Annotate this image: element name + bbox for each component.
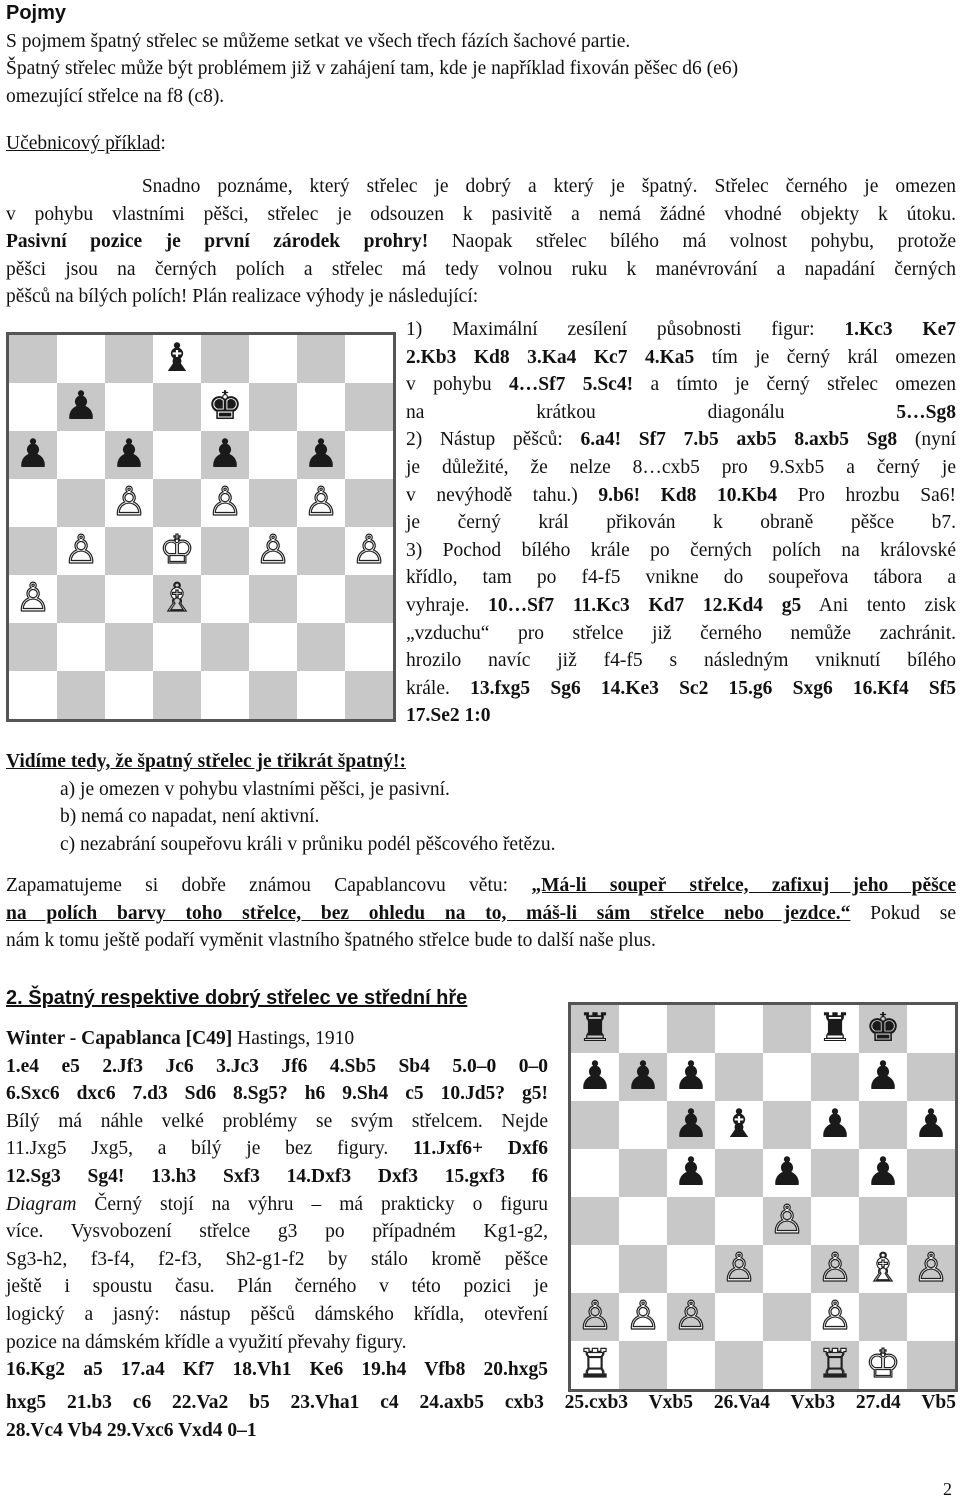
square-c7 <box>105 383 153 431</box>
square-e5 <box>201 479 249 527</box>
section2-heading: 2. Špatný respektive dobrý střelec ve střední hře <box>6 987 468 1009</box>
square-d8 <box>715 1005 763 1053</box>
square-a5 <box>571 1149 619 1197</box>
black-piece-icon: ♟ <box>207 431 243 478</box>
black-piece-icon: ♟ <box>673 1101 709 1148</box>
square-f5 <box>249 479 297 527</box>
square-c8 <box>105 335 153 383</box>
white-piece-icon: ♙ <box>303 479 339 526</box>
white-piece-icon: ♙ <box>577 1293 613 1340</box>
game-event: Hastings, 1910 <box>232 1028 355 1049</box>
black-piece-icon: ♟ <box>577 1053 613 1100</box>
square-f8 <box>249 335 297 383</box>
square-d4 <box>153 527 201 575</box>
comment-text: Černý stojí na výhru – má prakticky o figuru <box>76 1193 548 1215</box>
summary-heading: Vidíme tedy, že špatný střelec je třikrát špatný!: <box>6 751 407 772</box>
moves: 16.Kg2 a5 17.a4 Kf7 18.Vh1 Ke6 19.h4 Vfb8 20.hxg5 <box>6 1359 548 1381</box>
plan-line <box>406 426 956 454</box>
plan-line <box>406 399 956 427</box>
square-f5 <box>811 1149 859 1197</box>
square-h8 <box>907 1005 955 1053</box>
plan-moves: 6.a4! Sf7 7.b5 axb5 8.axb5 Sg8 <box>580 429 898 451</box>
square-a5 <box>9 479 57 527</box>
square-a6 <box>9 431 57 479</box>
plan-text: je důležité, že nelze 8…cxb5 pro 9.Sxb5 a černý je <box>406 456 956 478</box>
square-c5 <box>105 479 153 527</box>
moves: 6.Sxc6 dxc6 7.d3 Sd6 8.Sg5? h6 9.Sh4 c5 10.Jd5? g5! <box>6 1083 548 1105</box>
plan-line <box>406 344 956 372</box>
square-a7 <box>571 1053 619 1101</box>
plan-text: a tímto je černý střelec omezen <box>633 374 957 396</box>
white-piece-icon: ♙ <box>769 1197 805 1244</box>
plan-text: v pohybu <box>406 374 509 396</box>
square-b4 <box>57 527 105 575</box>
white-piece-icon: ♖ <box>577 1341 613 1388</box>
black-piece-icon: ♟ <box>769 1149 805 1196</box>
example-colon: : <box>160 133 166 154</box>
square-g4 <box>859 1197 907 1245</box>
capablanca-line: nám k tomu ještě podaří vyměnit vlastního špatného střelce bude to další naše plus. <box>6 930 656 952</box>
square-b6 <box>619 1101 667 1149</box>
white-piece-icon: ♙ <box>673 1293 709 1340</box>
plan-steps <box>406 316 956 730</box>
square-h4 <box>907 1197 955 1245</box>
square-g4 <box>297 527 345 575</box>
plan-moves: 17.Se2 1:0 <box>406 705 491 727</box>
comment-line: ještě i spoustu času. Plán černého v této pozici je <box>6 1276 548 1298</box>
plan-text: hrozilo navíc již f4-f5 s následným vniknutí bílého <box>406 650 956 672</box>
square-h7 <box>345 383 393 431</box>
white-piece-icon: ♙ <box>817 1293 853 1340</box>
moves: 1.e4 e5 2.Jf3 Jc6 3.Jc3 Jf6 4.Sb5 Sb4 5.0–0 0–0 <box>6 1055 548 1077</box>
game-header <box>6 1025 548 1053</box>
square-f7 <box>249 383 297 431</box>
square-b7 <box>57 383 105 431</box>
square-b5 <box>57 479 105 527</box>
square-b6 <box>57 431 105 479</box>
white-piece-icon: ♙ <box>111 479 147 526</box>
white-piece-icon: ♙ <box>15 575 51 622</box>
square-h1 <box>907 1341 955 1389</box>
white-piece-icon: ♔ <box>865 1341 901 1388</box>
white-piece-icon: ♙ <box>255 527 291 574</box>
square-h7 <box>907 1053 955 1101</box>
square-f6 <box>811 1101 859 1149</box>
white-piece-icon: ♙ <box>63 527 99 574</box>
square-f7 <box>811 1053 859 1101</box>
plan-text: křídlo, tam po f4-f5 vnikne do soupeřova tábora a <box>406 567 956 589</box>
black-piece-icon: ♟ <box>15 431 51 478</box>
black-piece-icon: ♟ <box>865 1053 901 1100</box>
black-piece-icon: ♟ <box>673 1149 709 1196</box>
intro-line: omezující střelce na f8 (c8). <box>6 85 225 107</box>
comment-line: více. Vysvobození střelce g3 po případném Kg1-g2, <box>6 1221 548 1243</box>
square-e8 <box>201 335 249 383</box>
plan-moves: 2.Kb3 Kd8 3.Ka4 Kc7 4.Ka5 <box>406 346 695 368</box>
square-b1 <box>619 1341 667 1389</box>
square-b8 <box>619 1005 667 1053</box>
square-h3 <box>907 1245 955 1293</box>
square-b2 <box>57 623 105 671</box>
plan-text: Pro hrozbu Sa6! <box>777 484 956 506</box>
plan-line <box>406 316 956 344</box>
capablanca-quote: na polích barvy toho střelce, bez ohledu na to, máš-li sám střelce nebo jezdce.“ <box>6 902 851 924</box>
square-d2 <box>715 1293 763 1341</box>
moves: 12.Sg3 Sg4! 13.h3 Sxf3 14.Dxf3 Dxf3 15.gxf3 f6 <box>6 1165 548 1187</box>
square-g3 <box>297 575 345 623</box>
plan-text: krále. <box>406 677 471 699</box>
plan-line <box>406 454 956 482</box>
square-h8 <box>345 335 393 383</box>
square-f3 <box>249 575 297 623</box>
square-g8 <box>297 335 345 383</box>
square-e2 <box>763 1293 811 1341</box>
square-c1 <box>105 671 153 719</box>
square-a3 <box>571 1245 619 1293</box>
square-e2 <box>201 623 249 671</box>
square-f4 <box>811 1197 859 1245</box>
black-piece-icon: ♚ <box>865 1005 901 1052</box>
plan-moves: 1.Kc3 Ke7 <box>844 319 956 340</box>
square-f1 <box>249 671 297 719</box>
white-piece-icon: ♙ <box>625 1293 661 1340</box>
plan-text: je černý král přikován k obraně pěšce b7. <box>406 512 956 534</box>
square-g5 <box>297 479 345 527</box>
plan-text: Ani tento zisk <box>801 594 956 616</box>
plan-line <box>406 482 956 510</box>
square-g2 <box>859 1293 907 1341</box>
page-number: 2 <box>943 1479 952 1499</box>
square-b4 <box>619 1197 667 1245</box>
square-d6 <box>715 1101 763 1149</box>
square-h2 <box>345 623 393 671</box>
section-heading: Pojmy <box>6 2 67 24</box>
square-a8 <box>571 1005 619 1053</box>
white-piece-icon: ♙ <box>913 1245 949 1292</box>
square-d1 <box>153 671 201 719</box>
square-c5 <box>667 1149 715 1197</box>
square-c7 <box>667 1053 715 1101</box>
plan-line <box>406 564 956 592</box>
moves-line <box>6 1053 548 1081</box>
moves-line <box>6 1417 956 1445</box>
plan-text: 3) Pochod bílého krále po černých polích na královské <box>406 539 956 561</box>
white-piece-icon: ♔ <box>159 527 195 574</box>
square-f2 <box>811 1293 859 1341</box>
square-h5 <box>907 1149 955 1197</box>
paragraph-line: pěšci jsou na černých polích a střelec má tedy volnou ruku k manévrování a napadání černých <box>6 258 956 280</box>
summary-item: c) nezabrání soupeřovu králi v průniku podél pěšcového řetězu. <box>60 833 556 855</box>
moves: 28.Vc4 Vb4 29.Vxc6 Vxd4 0–1 <box>6 1419 257 1441</box>
square-h5 <box>345 479 393 527</box>
square-c1 <box>667 1341 715 1389</box>
square-e3 <box>201 575 249 623</box>
square-b3 <box>619 1245 667 1293</box>
square-a4 <box>9 527 57 575</box>
plan-line <box>406 371 956 399</box>
square-f2 <box>249 623 297 671</box>
black-piece-icon: ♟ <box>673 1053 709 1100</box>
square-g2 <box>297 623 345 671</box>
square-d6 <box>153 431 201 479</box>
black-piece-icon: ♜ <box>817 1005 853 1052</box>
capablanca-line <box>6 872 956 900</box>
comment-line: Bílý má náhle velké problémy se svým střelcem. Nejde <box>6 1110 548 1132</box>
square-g7 <box>297 383 345 431</box>
black-piece-icon: ♚ <box>207 383 243 430</box>
moves-line <box>6 1356 548 1384</box>
square-e6 <box>763 1101 811 1149</box>
black-piece-icon: ♟ <box>865 1149 901 1196</box>
square-b3 <box>57 575 105 623</box>
square-b8 <box>57 335 105 383</box>
white-piece-icon: ♗ <box>865 1245 901 1292</box>
square-g3 <box>859 1245 907 1293</box>
paragraph-line: Snadno poznáme, který střelec je dobrý a který je špatný. Střelec černého je omezen <box>6 176 956 197</box>
moves-line <box>6 1080 548 1108</box>
moves: hxg5 21.b3 c6 22.Va2 b5 23.Vha1 c4 24.axb5 cxb3 25.cxb3 Vxb5 26.Va4 Vxb3 27.d4 Vb5 <box>6 1392 956 1413</box>
square-c4 <box>667 1197 715 1245</box>
white-piece-icon: ♖ <box>817 1341 853 1388</box>
square-a2 <box>9 623 57 671</box>
plan-moves: 5…Sg8 <box>896 401 956 423</box>
example-label: Učebnicový příklad <box>6 133 161 154</box>
square-a4 <box>571 1197 619 1245</box>
black-piece-icon: ♟ <box>625 1053 661 1100</box>
square-c8 <box>667 1005 715 1053</box>
paragraph-text: Naopak střelec bílého má volnost pohybu, protože <box>428 231 957 253</box>
square-g5 <box>859 1149 907 1197</box>
moves: 11.Jxf6+ Dxf6 <box>413 1138 549 1160</box>
paragraph-line: pěšců na bílých polích! Plán realizace výhody je následující: <box>6 286 479 308</box>
comment-line <box>6 1135 548 1163</box>
square-e7 <box>201 383 249 431</box>
square-b7 <box>619 1053 667 1101</box>
square-g6 <box>297 431 345 479</box>
square-d5 <box>153 479 201 527</box>
square-a8 <box>9 335 57 383</box>
square-a3 <box>9 575 57 623</box>
capablanca-line <box>6 900 956 928</box>
plan-text: v nevýhodě tahu.) <box>406 484 599 506</box>
black-piece-icon: ♟ <box>63 383 99 430</box>
plan-text: (nyní <box>897 429 956 451</box>
square-e5 <box>763 1149 811 1197</box>
square-c6 <box>105 431 153 479</box>
white-piece-icon: ♙ <box>207 479 243 526</box>
diagram-word: Diagram <box>6 1193 77 1215</box>
square-d1 <box>715 1341 763 1389</box>
moves-line <box>6 1389 956 1417</box>
plan-text: vyhraje. <box>406 594 489 616</box>
plan-text: 2) Nástup pěšců: <box>406 429 581 451</box>
square-f3 <box>811 1245 859 1293</box>
square-e1 <box>763 1341 811 1389</box>
square-c2 <box>667 1293 715 1341</box>
square-e3 <box>763 1245 811 1293</box>
square-c3 <box>105 575 153 623</box>
comment-line: pozice na dámském křídle a využití převahy figury. <box>6 1331 407 1353</box>
white-piece-icon: ♙ <box>721 1245 757 1292</box>
comment-line: logický a jasný: nástup pěšců dámského křídla, otevření <box>6 1303 548 1325</box>
square-a1 <box>9 671 57 719</box>
paragraph-line: v pohybu vlastními pěšci, střelec je odsouzen k pasivitě a nemá žádné vhodné objekty k útoku. <box>6 203 956 225</box>
capablanca-text: Pokud se <box>850 902 956 924</box>
square-b1 <box>57 671 105 719</box>
square-h6 <box>345 431 393 479</box>
plan-line <box>406 509 956 537</box>
square-d4 <box>715 1197 763 1245</box>
square-f8 <box>811 1005 859 1053</box>
game-players: Winter - Capablanca [C49] <box>6 1028 233 1049</box>
square-e7 <box>763 1053 811 1101</box>
square-d7 <box>715 1053 763 1101</box>
square-g6 <box>859 1101 907 1149</box>
plan-line <box>406 537 956 565</box>
plan-line <box>406 702 956 730</box>
summary-item: b) nemá co napadat, není aktivní. <box>60 806 320 828</box>
example-label-line <box>6 130 166 158</box>
square-g7 <box>859 1053 907 1101</box>
square-f4 <box>249 527 297 575</box>
square-a2 <box>571 1293 619 1341</box>
summary-item: a) je omezen v pohybu vlastními pěšci, je pasivní. <box>60 778 450 800</box>
square-h1 <box>345 671 393 719</box>
square-e6 <box>201 431 249 479</box>
square-c6 <box>667 1101 715 1149</box>
square-d7 <box>153 383 201 431</box>
square-h2 <box>907 1293 955 1341</box>
plan-line <box>406 592 956 620</box>
square-a6 <box>571 1101 619 1149</box>
white-piece-icon: ♗ <box>159 575 195 622</box>
plan-line <box>406 675 956 703</box>
white-piece-icon: ♙ <box>351 527 387 574</box>
black-piece-icon: ♟ <box>913 1101 949 1148</box>
square-d2 <box>153 623 201 671</box>
square-d5 <box>715 1149 763 1197</box>
square-e8 <box>763 1005 811 1053</box>
plan-text: na krátkou diagonálu <box>406 401 897 423</box>
plan-line <box>406 620 956 648</box>
square-d3 <box>153 575 201 623</box>
square-b5 <box>619 1149 667 1197</box>
square-h6 <box>907 1101 955 1149</box>
square-e4 <box>201 527 249 575</box>
square-h4 <box>345 527 393 575</box>
square-b2 <box>619 1293 667 1341</box>
intro-line: Špatný střelec může být problémem již v zahájení tam, kde je například fixován pěšec d6 (e6) <box>6 58 739 80</box>
square-c2 <box>105 623 153 671</box>
square-d8 <box>153 335 201 383</box>
plan-text: „vzduchu“ pro střelce již černého nemůže zachránit. <box>406 622 956 644</box>
plan-moves: 13.fxg5 Sg6 14.Ke3 Sc2 15.g6 Sxg6 16.Kf4 Sf5 <box>470 677 956 699</box>
intro-line: S pojmem špatný střelec se můžeme setkat ve všech třech fázích šachové partie. <box>6 30 631 52</box>
square-e4 <box>763 1197 811 1245</box>
black-piece-icon: ♟ <box>303 431 339 478</box>
black-piece-icon: ♜ <box>577 1005 613 1052</box>
black-piece-icon: ♝ <box>721 1101 757 1148</box>
plan-text: tím je černý král omezen <box>694 346 956 368</box>
black-piece-icon: ♟ <box>111 431 147 478</box>
passive-emphasis: Pasivní pozice je první zárodek prohry! <box>6 231 429 253</box>
capablanca-intro: Zapamatujeme si dobře známou Capablancovu větu: <box>6 875 532 896</box>
square-g1 <box>859 1341 907 1389</box>
square-d3 <box>715 1245 763 1293</box>
square-g1 <box>297 671 345 719</box>
capablanca-quote: „Má-li soupeř střelce, zafixuj jeho pěšce <box>531 875 956 896</box>
square-f1 <box>811 1341 859 1389</box>
plan-moves: 10…Sf7 11.Kc3 Kd7 12.Kd4 g5 <box>488 594 802 616</box>
chess-diagram-2 <box>568 1002 958 1392</box>
comment-text: 11.Jxg5 Jxg5, a bílý je bez figury. <box>6 1138 413 1160</box>
moves-line <box>6 1163 548 1191</box>
square-a7 <box>9 383 57 431</box>
comment-line: Sg3-h2, f3-f4, f2-f3, Sh2-g1-f2 by stálo kromě pěšce <box>6 1248 548 1270</box>
plan-text: 1) Maximální zesílení působnosti figur: <box>406 319 845 340</box>
square-h3 <box>345 575 393 623</box>
plan-line <box>406 647 956 675</box>
plan-moves: 4…Sf7 5.Sc4! <box>509 374 634 396</box>
square-c4 <box>105 527 153 575</box>
square-g8 <box>859 1005 907 1053</box>
white-piece-icon: ♙ <box>817 1245 853 1292</box>
square-c3 <box>667 1245 715 1293</box>
paragraph-line <box>6 228 956 256</box>
comment-line <box>6 1191 548 1219</box>
square-e1 <box>201 671 249 719</box>
plan-moves: 9.b6! Kd8 10.Kb4 <box>598 484 778 506</box>
square-a1 <box>571 1341 619 1389</box>
black-piece-icon: ♟ <box>817 1101 853 1148</box>
chess-diagram-1 <box>6 332 396 722</box>
black-piece-icon: ♝ <box>159 335 195 382</box>
square-f6 <box>249 431 297 479</box>
